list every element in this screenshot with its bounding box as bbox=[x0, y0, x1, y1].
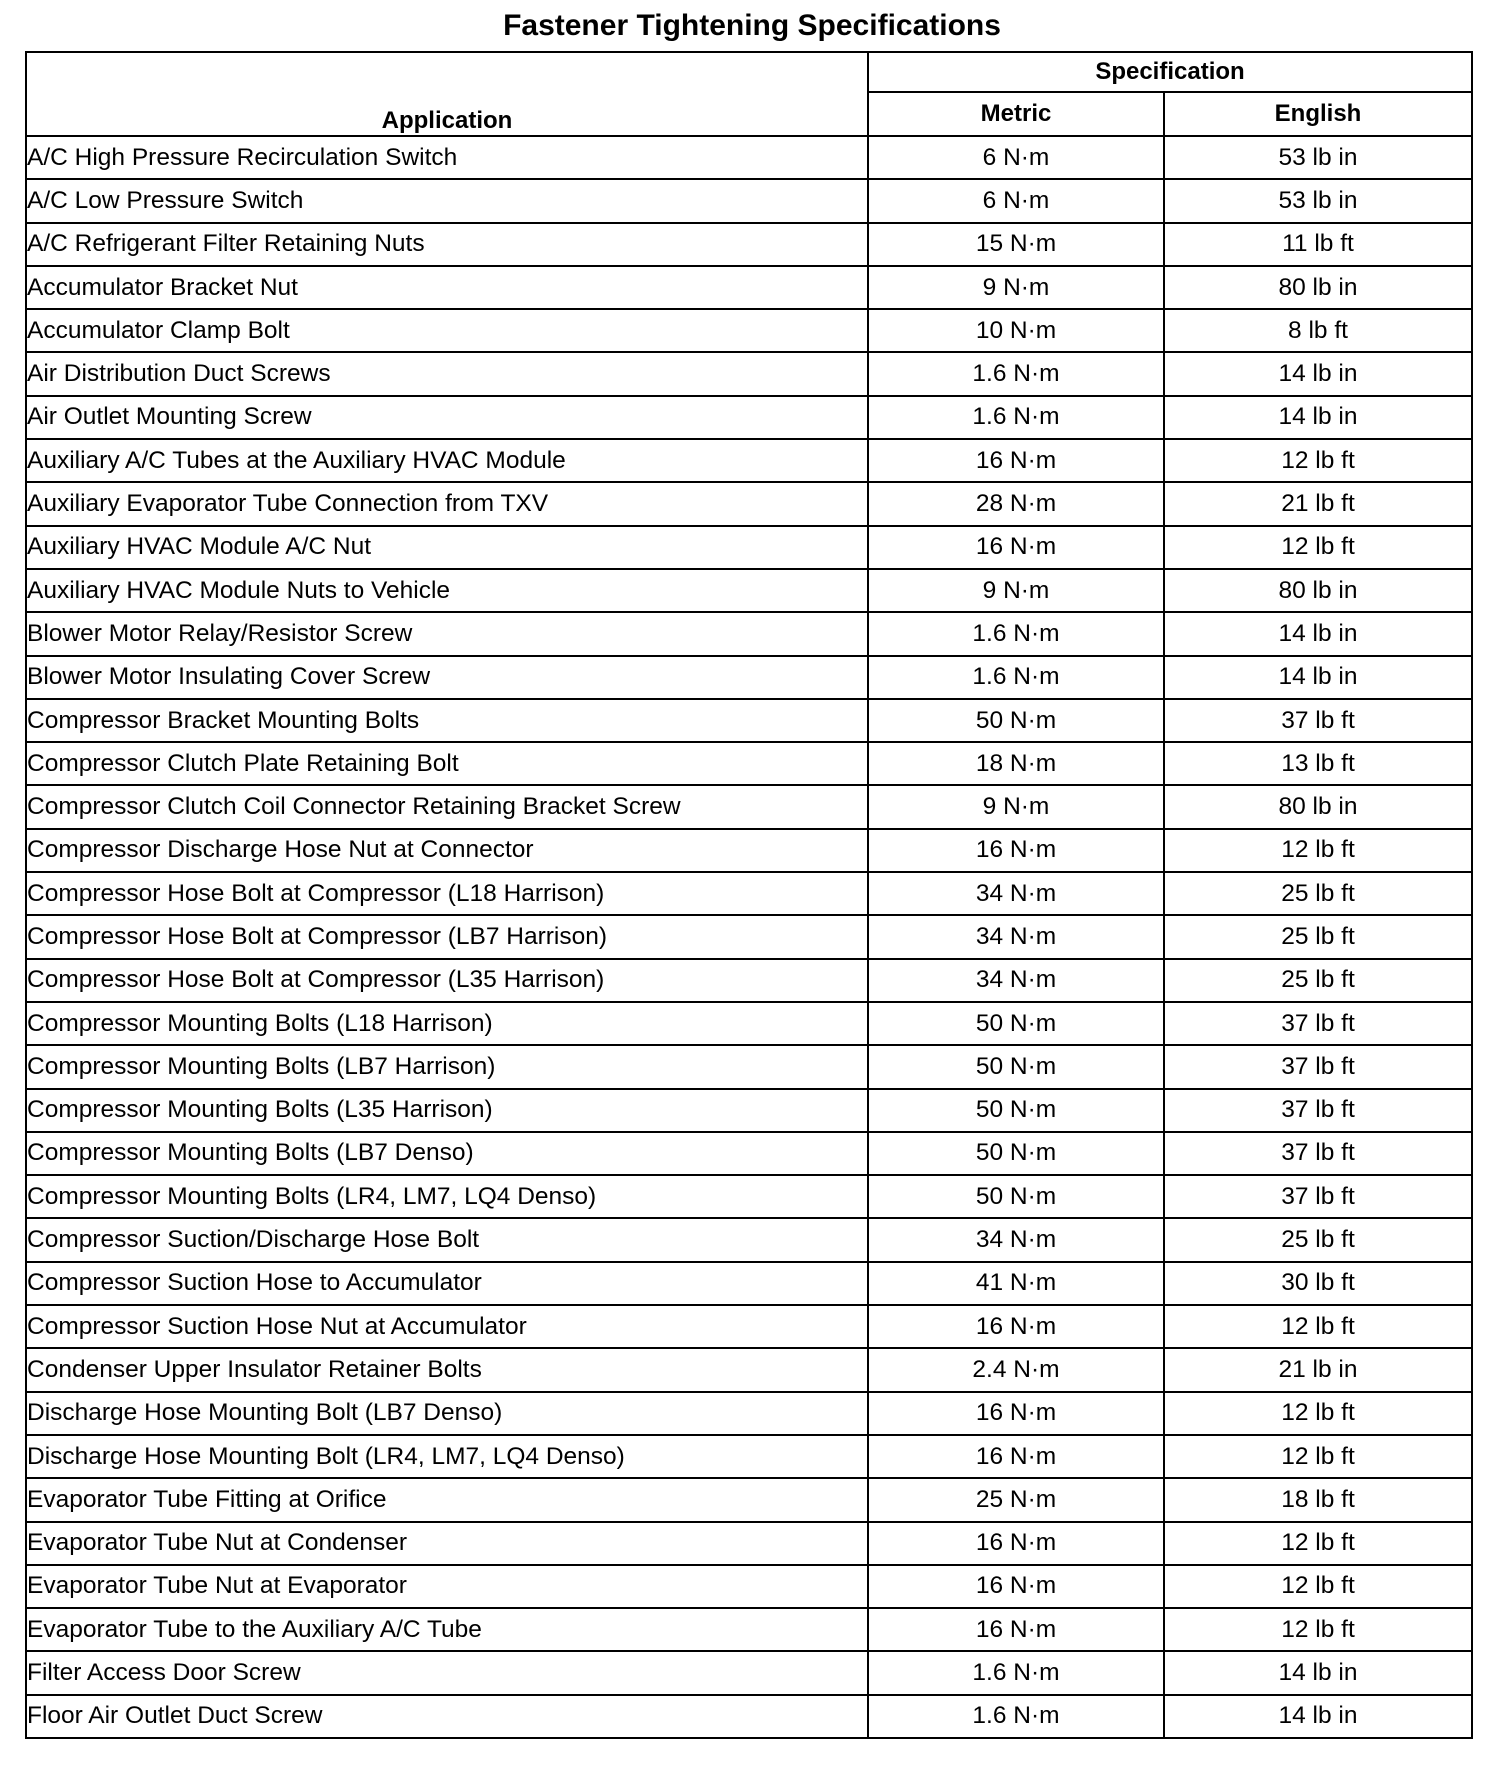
cell-metric: 50 N·m bbox=[868, 1045, 1164, 1088]
cell-english: 14 lb in bbox=[1164, 1695, 1472, 1738]
cell-english: 25 lb ft bbox=[1164, 872, 1472, 915]
cell-english: 14 lb in bbox=[1164, 1651, 1472, 1694]
cell-metric: 16 N·m bbox=[868, 1392, 1164, 1435]
cell-application: Auxiliary Evaporator Tube Connection from TXV bbox=[26, 482, 868, 525]
cell-application: Compressor Suction Hose Nut at Accumulator bbox=[26, 1305, 868, 1348]
table-row bbox=[26, 785, 1472, 828]
cell-english: 21 lb ft bbox=[1164, 482, 1472, 525]
cell-metric: 50 N·m bbox=[868, 1089, 1164, 1132]
cell-metric: 6 N·m bbox=[868, 179, 1164, 222]
table-row bbox=[26, 309, 1472, 352]
table-row bbox=[26, 136, 1472, 179]
cell-english: 25 lb ft bbox=[1164, 1218, 1472, 1261]
cell-application: Compressor Clutch Coil Connector Retaining Bracket Screw bbox=[26, 785, 868, 828]
cell-metric: 50 N·m bbox=[868, 1175, 1164, 1218]
cell-application: Evaporator Tube Nut at Condenser bbox=[26, 1522, 868, 1565]
cell-application: Filter Access Door Screw bbox=[26, 1651, 868, 1694]
table-row bbox=[26, 439, 1472, 482]
cell-metric: 34 N·m bbox=[868, 915, 1164, 958]
cell-english: 12 lb ft bbox=[1164, 1435, 1472, 1478]
cell-english: 13 lb ft bbox=[1164, 742, 1472, 785]
cell-metric: 16 N·m bbox=[868, 439, 1164, 482]
table-row bbox=[26, 872, 1472, 915]
cell-metric: 18 N·m bbox=[868, 742, 1164, 785]
cell-application: Auxiliary HVAC Module A/C Nut bbox=[26, 526, 868, 569]
cell-metric: 16 N·m bbox=[868, 1435, 1164, 1478]
table-row bbox=[26, 179, 1472, 222]
table-row bbox=[26, 1132, 1472, 1175]
cell-english: 12 lb ft bbox=[1164, 1565, 1472, 1608]
table-row bbox=[26, 1089, 1472, 1132]
cell-application: A/C High Pressure Recirculation Switch bbox=[26, 136, 868, 179]
table-row bbox=[26, 1348, 1472, 1391]
cell-metric: 34 N·m bbox=[868, 1218, 1164, 1261]
table-row bbox=[26, 1435, 1472, 1478]
cell-application: Compressor Mounting Bolts (LR4, LM7, LQ4 Denso) bbox=[26, 1175, 868, 1218]
cell-english: 37 lb ft bbox=[1164, 699, 1472, 742]
cell-english: 37 lb ft bbox=[1164, 1089, 1472, 1132]
cell-metric: 16 N·m bbox=[868, 829, 1164, 872]
table-row bbox=[26, 396, 1472, 439]
cell-application: Compressor Clutch Plate Retaining Bolt bbox=[26, 742, 868, 785]
cell-english: 80 lb in bbox=[1164, 569, 1472, 612]
table-row bbox=[26, 1608, 1472, 1651]
cell-metric: 16 N·m bbox=[868, 1565, 1164, 1608]
cell-english: 12 lb ft bbox=[1164, 1522, 1472, 1565]
cell-english: 21 lb in bbox=[1164, 1348, 1472, 1391]
cell-application: Auxiliary HVAC Module Nuts to Vehicle bbox=[26, 569, 868, 612]
cell-application: A/C Refrigerant Filter Retaining Nuts bbox=[26, 223, 868, 266]
cell-metric: 9 N·m bbox=[868, 785, 1164, 828]
cell-metric: 16 N·m bbox=[868, 1608, 1164, 1651]
cell-application: Compressor Mounting Bolts (L18 Harrison) bbox=[26, 1002, 868, 1045]
cell-english: 25 lb ft bbox=[1164, 959, 1472, 1002]
cell-metric: 1.6 N·m bbox=[868, 396, 1164, 439]
cell-english: 12 lb ft bbox=[1164, 1608, 1472, 1651]
cell-english: 37 lb ft bbox=[1164, 1175, 1472, 1218]
fastener-spec-table bbox=[25, 51, 1473, 1739]
cell-english: 25 lb ft bbox=[1164, 915, 1472, 958]
table-header bbox=[26, 52, 1472, 136]
table-row bbox=[26, 223, 1472, 266]
cell-application: Floor Air Outlet Duct Screw bbox=[26, 1695, 868, 1738]
cell-application: Compressor Mounting Bolts (L35 Harrison) bbox=[26, 1089, 868, 1132]
table-row bbox=[26, 266, 1472, 309]
table-row bbox=[26, 1651, 1472, 1694]
cell-application: Condenser Upper Insulator Retainer Bolts bbox=[26, 1348, 868, 1391]
cell-application: Air Outlet Mounting Screw bbox=[26, 396, 868, 439]
cell-english: 53 lb in bbox=[1164, 136, 1472, 179]
cell-english: 37 lb ft bbox=[1164, 1002, 1472, 1045]
cell-metric: 10 N·m bbox=[868, 309, 1164, 352]
cell-english: 37 lb ft bbox=[1164, 1045, 1472, 1088]
header-row-top bbox=[26, 52, 1472, 92]
cell-application: A/C Low Pressure Switch bbox=[26, 179, 868, 222]
cell-english: 8 lb ft bbox=[1164, 309, 1472, 352]
cell-metric: 1.6 N·m bbox=[868, 656, 1164, 699]
table-row bbox=[26, 742, 1472, 785]
cell-metric: 50 N·m bbox=[868, 1002, 1164, 1045]
table-row bbox=[26, 915, 1472, 958]
page-title: Fastener Tightening Specifications bbox=[503, 9, 1001, 42]
cell-english: 12 lb ft bbox=[1164, 1305, 1472, 1348]
table-row bbox=[26, 1002, 1472, 1045]
cell-english: 11 lb ft bbox=[1164, 223, 1472, 266]
cell-english: 18 lb ft bbox=[1164, 1478, 1472, 1521]
table-row bbox=[26, 569, 1472, 612]
table-row bbox=[26, 612, 1472, 655]
cell-metric: 34 N·m bbox=[868, 959, 1164, 1002]
column-header-application: Application bbox=[26, 52, 868, 136]
cell-metric: 9 N·m bbox=[868, 266, 1164, 309]
cell-application: Compressor Hose Bolt at Compressor (L35 Harrison) bbox=[26, 959, 868, 1002]
cell-metric: 1.6 N·m bbox=[868, 1695, 1164, 1738]
cell-application: Auxiliary A/C Tubes at the Auxiliary HVAC Module bbox=[26, 439, 868, 482]
table-row bbox=[26, 1478, 1472, 1521]
table-row bbox=[26, 1175, 1472, 1218]
cell-metric: 34 N·m bbox=[868, 872, 1164, 915]
cell-metric: 2.4 N·m bbox=[868, 1348, 1164, 1391]
table-row bbox=[26, 959, 1472, 1002]
cell-application: Evaporator Tube to the Auxiliary A/C Tube bbox=[26, 1608, 868, 1651]
table-row bbox=[26, 1565, 1472, 1608]
table-row bbox=[26, 656, 1472, 699]
cell-english: 37 lb ft bbox=[1164, 1132, 1472, 1175]
cell-metric: 9 N·m bbox=[868, 569, 1164, 612]
cell-english: 12 lb ft bbox=[1164, 526, 1472, 569]
cell-application: Compressor Suction/Discharge Hose Bolt bbox=[26, 1218, 868, 1261]
column-header-metric: Metric bbox=[868, 92, 1164, 136]
cell-metric: 25 N·m bbox=[868, 1478, 1164, 1521]
table-row bbox=[26, 1695, 1472, 1738]
cell-english: 80 lb in bbox=[1164, 785, 1472, 828]
table-row bbox=[26, 699, 1472, 742]
cell-english: 14 lb in bbox=[1164, 352, 1472, 395]
cell-metric: 1.6 N·m bbox=[868, 1651, 1164, 1694]
cell-application: Compressor Mounting Bolts (LB7 Denso) bbox=[26, 1132, 868, 1175]
cell-application: Compressor Suction Hose to Accumulator bbox=[26, 1262, 868, 1305]
table-row bbox=[26, 1392, 1472, 1435]
table-row bbox=[26, 829, 1472, 872]
column-header-english: English bbox=[1164, 92, 1472, 136]
cell-application: Accumulator Clamp Bolt bbox=[26, 309, 868, 352]
cell-application: Compressor Hose Bolt at Compressor (LB7 Harrison) bbox=[26, 915, 868, 958]
cell-metric: 16 N·m bbox=[868, 1305, 1164, 1348]
cell-metric: 28 N·m bbox=[868, 482, 1164, 525]
cell-application: Blower Motor Insulating Cover Screw bbox=[26, 656, 868, 699]
cell-metric: 16 N·m bbox=[868, 1522, 1164, 1565]
table-row bbox=[26, 1305, 1472, 1348]
cell-metric: 15 N·m bbox=[868, 223, 1164, 266]
cell-english: 14 lb in bbox=[1164, 656, 1472, 699]
cell-english: 12 lb ft bbox=[1164, 1392, 1472, 1435]
cell-english: 80 lb in bbox=[1164, 266, 1472, 309]
table-row bbox=[26, 1218, 1472, 1261]
cell-application: Blower Motor Relay/Resistor Screw bbox=[26, 612, 868, 655]
cell-english: 12 lb ft bbox=[1164, 439, 1472, 482]
table-body bbox=[26, 136, 1472, 1738]
table-row bbox=[26, 1522, 1472, 1565]
table-row bbox=[26, 482, 1472, 525]
table-row bbox=[26, 1262, 1472, 1305]
cell-metric: 1.6 N·m bbox=[868, 352, 1164, 395]
cell-english: 14 lb in bbox=[1164, 612, 1472, 655]
cell-application: Compressor Discharge Hose Nut at Connector bbox=[26, 829, 868, 872]
cell-application: Discharge Hose Mounting Bolt (LR4, LM7, LQ4 Denso) bbox=[26, 1435, 868, 1478]
cell-metric: 50 N·m bbox=[868, 699, 1164, 742]
cell-application: Compressor Bracket Mounting Bolts bbox=[26, 699, 868, 742]
cell-english: 30 lb ft bbox=[1164, 1262, 1472, 1305]
cell-metric: 16 N·m bbox=[868, 526, 1164, 569]
column-header-specification: Specification bbox=[868, 52, 1472, 92]
cell-metric: 6 N·m bbox=[868, 136, 1164, 179]
cell-application: Evaporator Tube Nut at Evaporator bbox=[26, 1565, 868, 1608]
cell-application: Compressor Mounting Bolts (LB7 Harrison) bbox=[26, 1045, 868, 1088]
cell-metric: 1.6 N·m bbox=[868, 612, 1164, 655]
cell-english: 53 lb in bbox=[1164, 179, 1472, 222]
table-row bbox=[26, 526, 1472, 569]
cell-english: 14 lb in bbox=[1164, 396, 1472, 439]
cell-application: Compressor Hose Bolt at Compressor (L18 Harrison) bbox=[26, 872, 868, 915]
table-row bbox=[26, 352, 1472, 395]
table-row bbox=[26, 1045, 1472, 1088]
cell-metric: 50 N·m bbox=[868, 1132, 1164, 1175]
cell-application: Discharge Hose Mounting Bolt (LB7 Denso) bbox=[26, 1392, 868, 1435]
cell-metric: 41 N·m bbox=[868, 1262, 1164, 1305]
cell-english: 12 lb ft bbox=[1164, 829, 1472, 872]
cell-application: Evaporator Tube Fitting at Orifice bbox=[26, 1478, 868, 1521]
cell-application: Air Distribution Duct Screws bbox=[26, 352, 868, 395]
cell-application: Accumulator Bracket Nut bbox=[26, 266, 868, 309]
